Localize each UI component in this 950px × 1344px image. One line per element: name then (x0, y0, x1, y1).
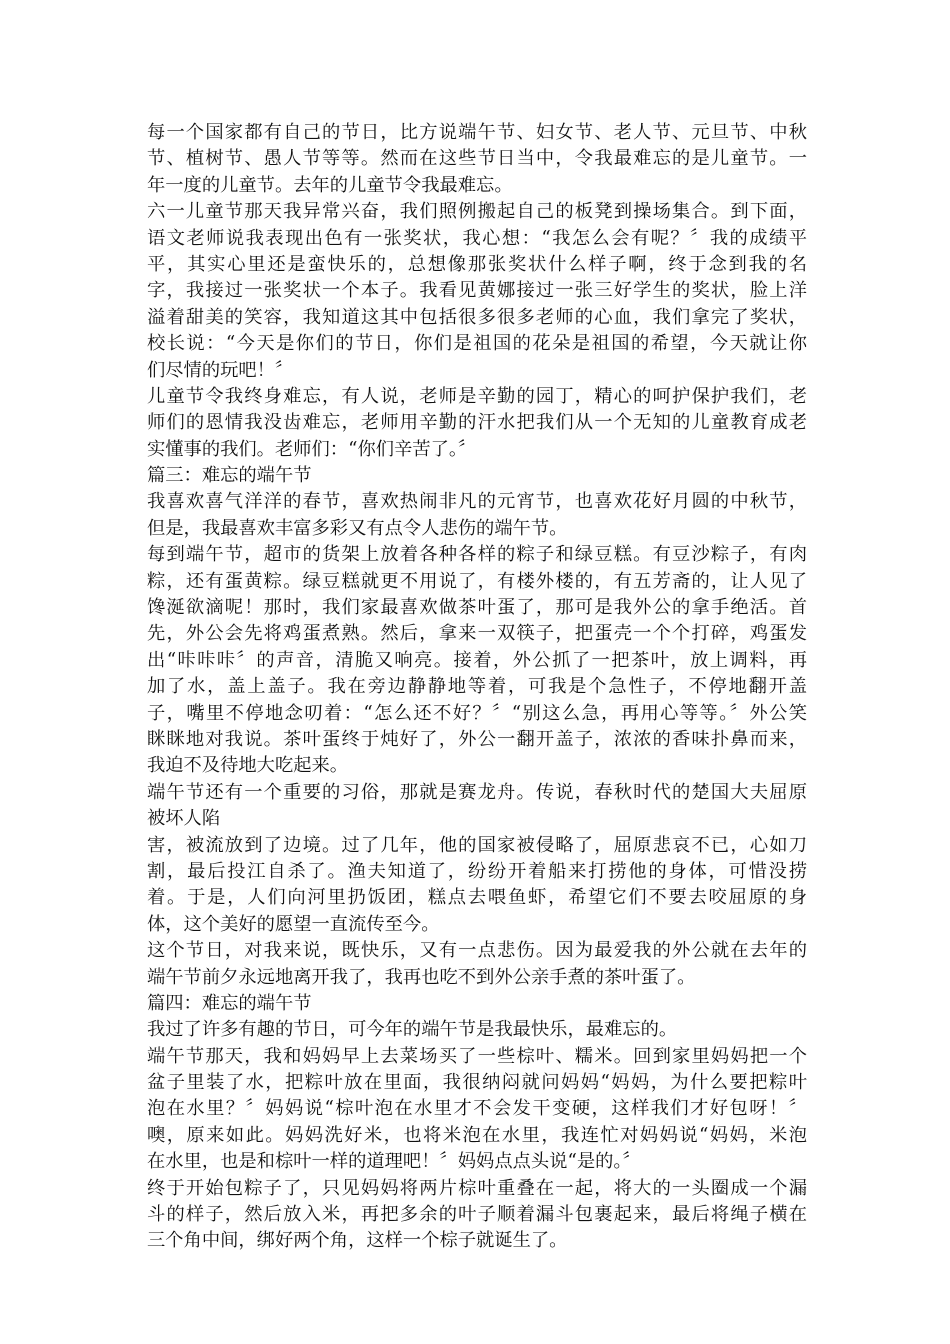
text-line: 终于开始包粽子了，只见妈妈将两片棕叶重叠在一起，将大的一头圈成一个漏 (147, 1177, 807, 1199)
text-line: 泡在水里？〞妈妈说“棕叶泡在水里才不会发干变硬，这样我们才好包呀！〞 (147, 1098, 807, 1120)
text-line: 噢，原来如此。妈妈洗好米，也将米泡在水里，我连忙对妈妈说“妈妈，米泡 (147, 1124, 807, 1146)
text-line: 溢着甜美的笑容，我知道这其中包括很多很多老师的心血，我们拿完了奖状， (147, 306, 807, 328)
text-line: 先，外公会先将鸡蛋煮熟。然后，拿来一双筷子，把蛋壳一个个打碎，鸡蛋发 (147, 623, 807, 645)
text-line: 出“咔咔咔〞的声音，清脆又响亮。接着，外公抓了一把茶叶，放上调料，再 (147, 649, 807, 671)
text-line: 师们的恩情我没齿难忘，老师用辛勤的汗水把我们从一个无知的儿童教育成老 (147, 412, 807, 434)
text-line: 年一度的儿童节。去年的儿童节令我最难忘。 (147, 174, 513, 196)
text-line: 六一儿童节那天我异常兴奋，我们照例搬起自己的板凳到操场集合。到下面， (147, 201, 807, 223)
document-body (147, 120, 807, 1255)
text-line: 端午节还有一个重要的习俗，那就是赛龙舟。传说，春秋时代的楚国大夫屈原 (147, 781, 807, 803)
text-line: 在水里，也是和棕叶一样的道理吧！〞妈妈点点头说“是的。〞 (147, 1151, 641, 1173)
text-line: 们尽情的玩吧！〞 (147, 359, 294, 381)
text-line: 粽，还有蛋黄粽。绿豆糕就更不用说了，有楼外楼的，有五芳斋的，让人见了 (147, 570, 807, 592)
text-line: 加了水，盖上盖子。我在旁边静静地等着，可我是个急性子，不停地翻开盖 (147, 676, 807, 698)
text-line: 端午节前夕永远地离开我了，我再也吃不到外公亲手煮的茶叶蛋了。 (147, 966, 696, 988)
text-line: 字，我接过一张奖状一个本子。我看见黄娜接过一张三好学生的奖状，脸上洋 (147, 280, 807, 302)
text-line: 篇四：难忘的端午节 (147, 992, 312, 1014)
text-line: 儿童节令我终身难忘，有人说，老师是辛勤的园丁，精心的呵护保护我们，老 (147, 385, 807, 407)
text-line: 我喜欢喜气洋洋的春节，喜欢热闹非凡的元宵节，也喜欢花好月圆的中秋节， (147, 491, 807, 513)
text-line: 眯眯地对我说。茶叶蛋终于炖好了，外公一翻开盖子，浓浓的香味扑鼻而来， (147, 728, 807, 750)
text-line: 每一个国家都有自己的节日，比方说端午节、妇女节、老人节、元旦节、中秋 (147, 122, 807, 143)
text-line: 但是，我最喜欢丰富多彩又有点令人悲伤的端午节。 (147, 517, 568, 539)
text-line: 我迫不及待地大吃起来。 (147, 755, 349, 777)
text-line: 被坏人陷 (147, 808, 221, 830)
text-line: 端午节那天，我和妈妈早上去菜场买了一些棕叶、糯米。回到家里妈妈把一个 (147, 1045, 807, 1067)
text-line: 害，被流放到了边境。过了几年，他的国家被侵略了，屈原悲哀不已，心如刀 (147, 834, 807, 856)
text-line: 着。于是，人们向河里扔饭团，糕点去喂鱼虾，希望它们不要去咬屈原的身 (147, 887, 807, 909)
text-line: 节、植树节、愚人节等等。然而在这些节日当中，令我最难忘的是儿童节。一 (147, 148, 807, 170)
text-line: 体，这个美好的愿望一直流传至今。 (147, 913, 440, 935)
text-line: 实懂事的我们。老师们：“你们辛苦了。〞 (147, 438, 477, 460)
text-line: 子，嘴里不停地念叨着：“怎么还不好？〞“别这么急，再用心等等。〞外公笑 (147, 702, 807, 724)
text-line: 割，最后投江自杀了。渔夫知道了，纷纷开着船来打捞他的身体，可惜没捞 (147, 860, 807, 882)
text-line: 平，其实心里还是蛮快乐的，总想像那张奖状什么样子啊，终于念到我的名 (147, 253, 807, 275)
text-line: 校长说：“今天是你们的节日，你们是祖国的花朵是祖国的希望，今天就让你 (147, 333, 807, 355)
text-line: 我过了许多有趣的节日，可今年的端午节是我最快乐，最难忘的。 (147, 1019, 678, 1041)
text-line: 这个节日，对我来说，既快乐，又有一点悲伤。因为最爱我的外公就在去年的 (147, 940, 807, 962)
text-line: 每到端午节，超市的货架上放着各种各样的粽子和绿豆糕。有豆沙粽子，有肉 (147, 544, 807, 566)
text-line: 斗的样子，然后放入米，再把多余的叶子顺着漏斗包裹起来，最后将绳子横在 (147, 1204, 807, 1226)
text-line: 语文老师说我表现出色有一张奖状，我心想：“我怎么会有呢？〞我的成绩平 (147, 227, 807, 249)
text-line: 盆子里装了水，把粽叶放在里面，我很纳闷就问妈妈“妈妈，为什么要把粽叶 (147, 1072, 807, 1094)
text-line: 篇三：难忘的端午节 (147, 465, 312, 487)
text-line: 馋涎欲滴呢！那时，我们家最喜欢做茶叶蛋了，那可是我外公的拿手绝活。首 (147, 597, 807, 619)
text-line: 三个角中间，绑好两个角，这样一个棕子就诞生了。 (147, 1230, 568, 1252)
